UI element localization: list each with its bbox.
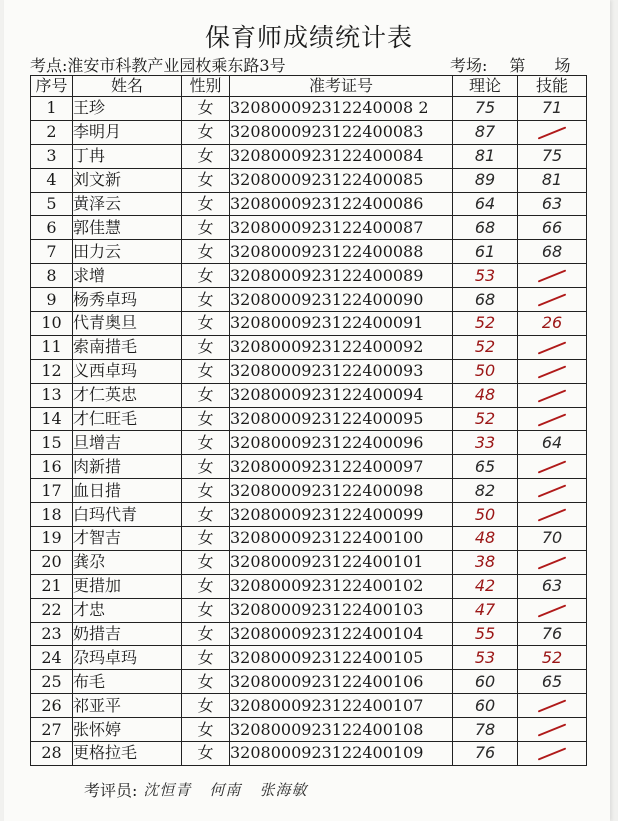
candidate-name: 代青奥旦 <box>73 312 182 336</box>
row-number: 13 <box>31 383 73 407</box>
candidate-name: 黄泽云 <box>73 192 182 216</box>
page-title: 保育师成绩统计表 <box>204 23 413 52</box>
theory-score: 87 <box>453 120 518 144</box>
examiner-signature-2: 何南 <box>209 781 242 799</box>
theory-score: 60 <box>453 670 518 694</box>
skill-score: 71 <box>518 97 587 121</box>
admission-ticket-number: 3208000923122400095 <box>230 407 453 431</box>
skill-score: 63 <box>518 192 587 216</box>
skill-score: 81 <box>518 168 587 192</box>
candidate-sex: 女 <box>182 622 230 646</box>
candidate-sex: 女 <box>182 550 230 574</box>
not-taken-dash-mark <box>538 413 567 426</box>
admission-ticket-number: 3208000923122400088 <box>230 240 453 264</box>
admission-ticket-number: 3208000923122400103 <box>230 598 453 622</box>
row-number: 17 <box>31 479 73 503</box>
theory-score: 53 <box>453 646 518 670</box>
candidate-sex: 女 <box>182 503 230 527</box>
location-label: 考点: <box>30 56 68 75</box>
row-number: 24 <box>31 646 73 670</box>
not-taken-dash-mark <box>538 747 567 760</box>
admission-ticket-number: 3208000923122400086 <box>230 192 453 216</box>
row-number: 25 <box>31 670 73 694</box>
theory-score: 61 <box>453 240 518 264</box>
skill-score <box>518 742 587 766</box>
theory-score: 89 <box>453 168 518 192</box>
admission-ticket-number: 3208000923122400097 <box>230 455 453 479</box>
admission-ticket-number: 3208000923122400105 <box>230 646 453 670</box>
admission-ticket-number: 3208000923122400094 <box>230 383 453 407</box>
row-number: 5 <box>31 192 73 216</box>
header-id: 准考证号 <box>230 76 453 97</box>
not-taken-dash-mark <box>538 389 567 402</box>
candidate-sex: 女 <box>182 192 230 216</box>
candidate-name: 白玛代青 <box>73 503 182 527</box>
skill-score <box>518 598 587 622</box>
candidate-name: 祁亚平 <box>73 694 182 718</box>
candidate-sex: 女 <box>182 264 230 288</box>
candidate-sex: 女 <box>182 335 230 359</box>
theory-score: 52 <box>453 335 518 359</box>
row-number: 9 <box>31 288 73 312</box>
candidate-name: 更格拉毛 <box>73 742 182 766</box>
skill-score: 76 <box>518 622 587 646</box>
row-number: 23 <box>31 622 73 646</box>
room-label: 考场: <box>450 56 488 75</box>
theory-score: 47 <box>453 598 518 622</box>
table-row <box>31 288 587 312</box>
candidate-sex: 女 <box>182 574 230 598</box>
candidate-sex: 女 <box>182 527 230 551</box>
skill-score: 63 <box>518 574 587 598</box>
table-row <box>31 455 587 479</box>
candidate-sex: 女 <box>182 694 230 718</box>
table-row <box>31 646 587 670</box>
row-number: 28 <box>31 742 73 766</box>
admission-ticket-number: 3208000923122400085 <box>230 168 453 192</box>
candidate-name: 索南措毛 <box>73 335 182 359</box>
candidate-sex: 女 <box>182 216 230 240</box>
admission-ticket-number: 3208000923122400101 <box>230 550 453 574</box>
candidate-name: 奶措吉 <box>73 622 182 646</box>
table-row <box>31 240 587 264</box>
skill-score: 75 <box>518 144 587 168</box>
candidate-sex: 女 <box>182 598 230 622</box>
candidate-sex: 女 <box>182 479 230 503</box>
candidate-name: 求增 <box>73 264 182 288</box>
skill-score: 68 <box>518 240 587 264</box>
candidate-name: 才智吉 <box>73 527 182 551</box>
table-row <box>31 383 587 407</box>
table-row <box>31 622 587 646</box>
table-row <box>31 718 587 742</box>
theory-score: 52 <box>453 312 518 336</box>
table-row <box>31 574 587 598</box>
score-table <box>30 75 587 766</box>
admission-ticket-number: 3208000923122400089 <box>230 264 453 288</box>
admission-ticket-number: 3208000923122400090 <box>230 288 453 312</box>
skill-score <box>518 264 587 288</box>
table-row <box>31 120 587 144</box>
theory-score: 76 <box>453 742 518 766</box>
candidate-name: 丁冉 <box>73 144 182 168</box>
candidate-sex: 女 <box>182 670 230 694</box>
exam-room <box>450 53 583 76</box>
theory-score: 50 <box>453 359 518 383</box>
row-number: 6 <box>31 216 73 240</box>
admission-ticket-number: 3208000923122400084 <box>230 144 453 168</box>
theory-score: 33 <box>453 431 518 455</box>
table-row <box>31 431 587 455</box>
admission-ticket-number: 3208000923122400108 <box>230 718 453 742</box>
table-row <box>31 216 587 240</box>
skill-score <box>518 455 587 479</box>
candidate-name: 龚尕 <box>73 550 182 574</box>
row-number: 1 <box>31 97 73 121</box>
candidate-name: 王珍 <box>73 97 182 121</box>
candidate-name: 田力云 <box>73 240 182 264</box>
row-number: 22 <box>31 598 73 622</box>
theory-score: 55 <box>453 622 518 646</box>
header-no: 序号 <box>31 76 73 97</box>
theory-score: 68 <box>453 288 518 312</box>
candidate-name: 张怀婷 <box>73 718 182 742</box>
skill-score <box>518 694 587 718</box>
candidate-name: 尕玛卓玛 <box>73 646 182 670</box>
candidate-name: 肉新措 <box>73 455 182 479</box>
table-row <box>31 312 587 336</box>
theory-score: 78 <box>453 718 518 742</box>
admission-ticket-number: 3208000923122400106 <box>230 670 453 694</box>
skill-score <box>518 503 587 527</box>
row-number: 2 <box>31 120 73 144</box>
theory-score: 50 <box>453 503 518 527</box>
row-number: 8 <box>31 264 73 288</box>
not-taken-dash-mark <box>538 556 567 569</box>
candidate-sex: 女 <box>182 168 230 192</box>
table-row <box>31 742 587 766</box>
admission-ticket-number: 3208000923122400104 <box>230 622 453 646</box>
row-number: 26 <box>31 694 73 718</box>
skill-score <box>518 383 587 407</box>
row-number: 10 <box>31 312 73 336</box>
admission-ticket-number: 3208000923122400107 <box>230 694 453 718</box>
skill-score <box>518 479 587 503</box>
row-number: 15 <box>31 431 73 455</box>
admission-ticket-number: 3208000923122400083 <box>230 120 453 144</box>
not-taken-dash-mark <box>538 485 567 498</box>
admission-ticket-number: 3208000923122400087 <box>230 216 453 240</box>
table-row <box>31 670 587 694</box>
skill-score: 65 <box>518 670 587 694</box>
header-theory: 理论 <box>453 76 518 97</box>
candidate-sex: 女 <box>182 718 230 742</box>
row-number: 18 <box>31 503 73 527</box>
candidate-name: 李明月 <box>73 120 182 144</box>
candidate-sex: 女 <box>182 359 230 383</box>
candidate-sex: 女 <box>182 646 230 670</box>
table-row <box>31 168 587 192</box>
skill-score <box>518 550 587 574</box>
skill-score: 26 <box>518 312 587 336</box>
row-number: 4 <box>31 168 73 192</box>
admission-ticket-number: 3208000923122400091 <box>230 312 453 336</box>
room-value: 第 场 <box>509 56 583 75</box>
candidate-sex: 女 <box>182 240 230 264</box>
candidate-sex: 女 <box>182 288 230 312</box>
candidate-sex: 女 <box>182 407 230 431</box>
candidate-name: 义西卓玛 <box>73 359 182 383</box>
theory-score: 60 <box>453 694 518 718</box>
not-taken-dash-mark <box>538 365 567 378</box>
admission-ticket-number: 3208000923122400093 <box>230 359 453 383</box>
table-row <box>31 144 587 168</box>
not-taken-dash-mark <box>538 700 567 713</box>
table-row <box>31 598 587 622</box>
candidate-name: 旦增吉 <box>73 431 182 455</box>
skill-score <box>518 120 587 144</box>
skill-score <box>518 359 587 383</box>
table-row <box>31 335 587 359</box>
not-taken-dash-mark <box>538 604 567 617</box>
candidate-name: 才仁英忠 <box>73 383 182 407</box>
row-number: 21 <box>31 574 73 598</box>
header-skill: 技能 <box>518 76 587 97</box>
header-sex: 性别 <box>182 76 230 97</box>
candidate-name: 刘文新 <box>73 168 182 192</box>
candidate-name: 血日措 <box>73 479 182 503</box>
theory-score: 48 <box>453 527 518 551</box>
examiner-footer <box>84 778 307 801</box>
theory-score: 42 <box>453 574 518 598</box>
skill-score: 64 <box>518 431 587 455</box>
theory-score: 53 <box>453 264 518 288</box>
location-value: 淮安市科教产业园枚乘东路3号 <box>67 56 286 75</box>
header-name: 姓名 <box>73 76 182 97</box>
candidate-sex: 女 <box>182 455 230 479</box>
theory-score: 52 <box>453 407 518 431</box>
admission-ticket-number: 3208000923122400102 <box>230 574 453 598</box>
table-row <box>31 503 587 527</box>
not-taken-dash-mark <box>538 724 567 737</box>
row-number: 11 <box>31 335 73 359</box>
admission-ticket-number: 3208000923122400098 <box>230 479 453 503</box>
not-taken-dash-mark <box>538 126 567 139</box>
not-taken-dash-mark <box>538 509 567 522</box>
skill-score <box>518 407 587 431</box>
table-header-row <box>31 76 587 97</box>
exam-info-line <box>30 53 606 75</box>
theory-score: 65 <box>453 455 518 479</box>
theory-score: 64 <box>453 192 518 216</box>
theory-score: 75 <box>453 97 518 121</box>
skill-score: 70 <box>518 527 587 551</box>
candidate-sex: 女 <box>182 742 230 766</box>
skill-score: 52 <box>518 646 587 670</box>
admission-ticket-number: 3208000923122400099 <box>230 503 453 527</box>
admission-ticket-number: 320800092312240008 2 <box>230 97 453 121</box>
candidate-sex: 女 <box>182 144 230 168</box>
not-taken-dash-mark <box>538 270 567 283</box>
exam-location <box>30 53 286 76</box>
candidate-name: 才忠 <box>73 598 182 622</box>
candidate-name: 郭佳慧 <box>73 216 182 240</box>
candidate-name: 更措加 <box>73 574 182 598</box>
row-number: 7 <box>31 240 73 264</box>
row-number: 19 <box>31 527 73 551</box>
skill-score <box>518 718 587 742</box>
table-row <box>31 97 587 121</box>
admission-ticket-number: 3208000923122400092 <box>230 335 453 359</box>
table-row <box>31 694 587 718</box>
examiner-signature-1: 沈恒青 <box>143 781 192 799</box>
skill-score <box>518 335 587 359</box>
table-row <box>31 550 587 574</box>
table-row <box>31 264 587 288</box>
not-taken-dash-mark <box>538 461 567 474</box>
row-number: 16 <box>31 455 73 479</box>
table-row <box>31 407 587 431</box>
theory-score: 68 <box>453 216 518 240</box>
theory-score: 82 <box>453 479 518 503</box>
row-number: 12 <box>31 359 73 383</box>
candidate-name: 杨秀卓玛 <box>73 288 182 312</box>
not-taken-dash-mark <box>538 294 567 307</box>
table-row <box>31 359 587 383</box>
candidate-name: 布毛 <box>73 670 182 694</box>
theory-score: 81 <box>453 144 518 168</box>
admission-ticket-number: 3208000923122400100 <box>230 527 453 551</box>
row-number: 14 <box>31 407 73 431</box>
skill-score: 66 <box>518 216 587 240</box>
candidate-name: 才仁旺毛 <box>73 407 182 431</box>
table-row <box>31 479 587 503</box>
candidate-sex: 女 <box>182 97 230 121</box>
admission-ticket-number: 3208000923122400109 <box>230 742 453 766</box>
row-number: 3 <box>31 144 73 168</box>
table-row <box>31 192 587 216</box>
candidate-sex: 女 <box>182 120 230 144</box>
examiner-label: 考评员: <box>84 781 138 800</box>
row-number: 27 <box>31 718 73 742</box>
row-number: 20 <box>31 550 73 574</box>
not-taken-dash-mark <box>538 341 567 354</box>
table-row <box>31 527 587 551</box>
theory-score: 38 <box>453 550 518 574</box>
candidate-sex: 女 <box>182 431 230 455</box>
skill-score <box>518 288 587 312</box>
examiner-signature-3: 张海敏 <box>259 781 308 799</box>
theory-score: 48 <box>453 383 518 407</box>
candidate-sex: 女 <box>182 383 230 407</box>
candidate-sex: 女 <box>182 312 230 336</box>
admission-ticket-number: 3208000923122400096 <box>230 431 453 455</box>
